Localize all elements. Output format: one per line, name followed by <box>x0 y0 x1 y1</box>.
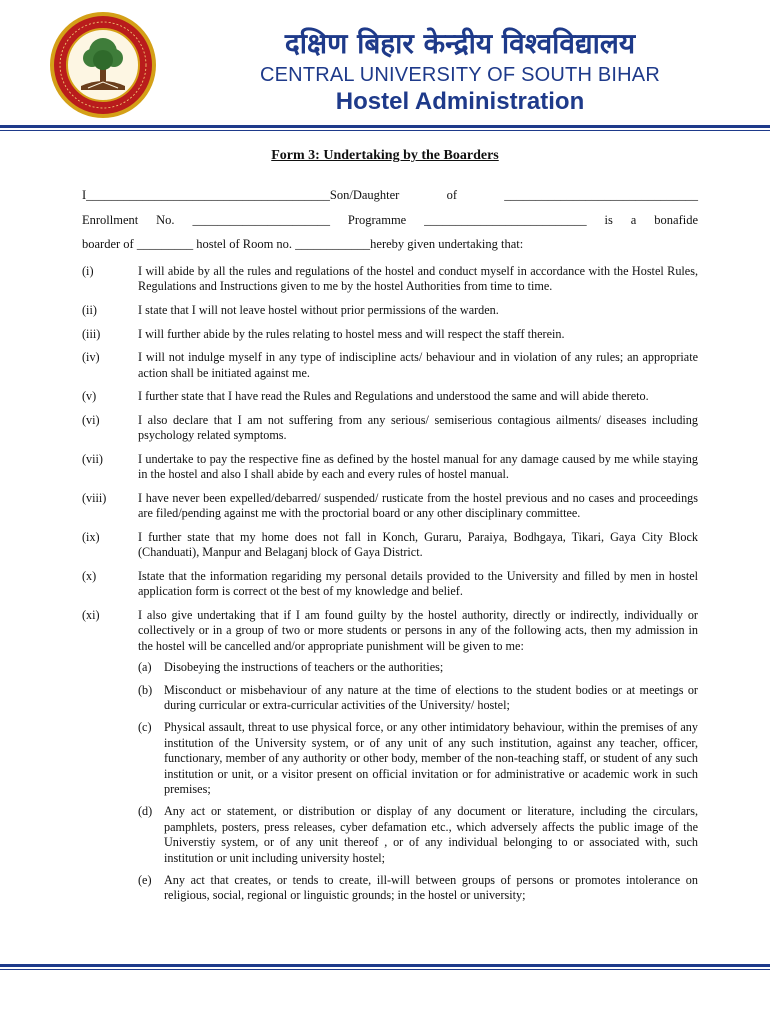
sub-item-text: Misconduct or misbehaviour of any nature at the time of elections to the student bodies or at meetings or during curricular or extra-curricular activities of the University/ hostel; <box>164 682 698 712</box>
header-divider <box>0 125 770 128</box>
list-item <box>82 452 698 483</box>
item-number: (v) <box>82 389 97 404</box>
list-item <box>82 413 698 444</box>
item-text: I have never been expelled/debarred/ suspended/ rusticate from the hostel previous and no cases and proceedings are filed/pending against me with the proctorial board or any other disciplinary committee. <box>138 490 698 521</box>
sub-item-letter: (a) <box>138 660 152 675</box>
item-text: I also declare that I am not suffering from any serious/ semiserious contagious ailments/ diseases including psychology related symptoms. <box>138 412 698 443</box>
undertaking-list <box>82 264 698 904</box>
sub-item-text: Any act or statement, or distribution or display of any document or literature, including the circulars, pamphlets, posters, press releases, cyber defamation etc., which adversely affects the public image of the Universtiy system, or of any unit thereof , or of any individual belonging to or associated with, such institution or unit including university hostel; <box>164 804 698 865</box>
item-text: I state that I will not leave hostel without prior permissions of the warden. <box>138 303 499 317</box>
item-text: I will abide by all the rules and regulations of the hostel and conduct myself in accordance with the Hostel Rules, Regulations and Instructions given to me by the hostel Authorities from time to time. <box>138 264 698 294</box>
item-number: (vi) <box>82 412 100 427</box>
item-text: I undertake to pay the respective fine as defined by the hostel manual for any damage caused by me while staying in the hostel and also I shall abide by each and every rules of hostel manual. <box>138 451 698 482</box>
list-item <box>82 350 698 381</box>
fill-line-boarder: boarder of _________ hostel of Room no. ____________hereby given undertaking that: <box>82 237 524 251</box>
list-item <box>82 303 698 318</box>
sub-list-item <box>138 660 698 675</box>
sub-item-text: Physical assault, threat to use physical force, or any other intimidatory behaviour, within the premises of any institution of the University system, or of any unit of any such institution, against any teacher, officer, functionary, member of any authority or other body, member of the non-teaching staff, or student of any such institution or unit, or a visitor present on official invitation or for administrative or academic work in such premises; <box>164 720 698 797</box>
list-item <box>82 608 698 654</box>
list-item <box>82 491 698 522</box>
department-name: Hostel Administration <box>335 88 585 115</box>
item-number: (iii) <box>82 326 101 341</box>
sub-item-letter: (e) <box>138 873 152 888</box>
list-item <box>82 264 698 295</box>
university-name-english: CENTRAL UNIVERSITY OF SOUTH BIHAR <box>260 64 660 86</box>
item-number: (vii) <box>82 451 103 466</box>
footer-divider <box>0 964 770 967</box>
item-text: I will not indulge myself in any type of indiscipline acts/ behaviour and in violation of any rules; an appropriate action shall be initiated against me. <box>138 350 698 380</box>
sub-list-item <box>138 683 698 714</box>
list-item <box>82 327 698 342</box>
fill-line-name: I_______________________________________Son/Daughter of _______________________________ <box>82 188 698 202</box>
sub-item-text: Disobeying the instructions of teachers or the authorities; <box>164 660 444 675</box>
footer-divider-thin <box>0 969 770 970</box>
item-text: I further state that my home does not fall in Konch, Guraru, Paraiya, Bodhgaya, Tikari, Gaya City Block (Chanduati), Manpur and Belaganj block of Gaya District. <box>138 529 698 560</box>
sub-list <box>138 660 698 904</box>
list-item <box>82 389 698 404</box>
item-number: (ii) <box>82 303 97 317</box>
item-text: I further state that I have read the Rules and Regulations and understood the same and will abide thereto. <box>138 389 649 404</box>
sub-list-item <box>138 720 698 797</box>
list-item <box>82 530 698 561</box>
university-name-hindi: दक्षिण बिहार केन्द्रीय विश्वविद्यालय <box>284 27 636 60</box>
item-text: I will further abide by the rules relating to hostel mess and will respect the staff therein. <box>138 326 565 341</box>
sub-item-text: Any act that creates, or tends to create, ill-will between groups of persons or promotes intolerance on religious, social, regional or linguistic grounds; in the hostel or university; <box>164 873 698 903</box>
item-text: Istate that the information regariding my personal details provided to the University and filled by men in hostel application form is correct ot the best of my knowledge and belief. <box>138 568 698 599</box>
item-number: (i) <box>82 264 94 278</box>
sub-list-item <box>138 804 698 866</box>
item-number: (viii) <box>82 490 107 505</box>
item-number: (ix) <box>82 529 100 544</box>
list-item <box>82 569 698 600</box>
sub-item-letter: (b) <box>138 682 153 697</box>
sub-item-letter: (d) <box>138 804 153 819</box>
item-number: (xi) <box>82 607 100 622</box>
university-seal-logo <box>48 10 158 120</box>
item-number: (iv) <box>82 350 100 365</box>
item-text: I also give undertaking that if I am found guilty by the hostel authority, directly or indirectly, individually or collectively or in a group of two or more students or persons in any of the following acts, then my admission in the hostel will be cancelled and/or appropriate punishment will be given to me: <box>138 607 698 653</box>
item-number: (x) <box>82 568 97 583</box>
fill-line-enrollment: Enrollment No. ______________________ Programme __________________________ is a bonafide <box>82 213 698 227</box>
sub-list-item <box>138 873 698 904</box>
header-divider-thin <box>0 130 770 131</box>
form-title: Form 3: Undertaking by the Boarders <box>271 148 499 163</box>
sub-item-letter: (c) <box>138 720 152 735</box>
